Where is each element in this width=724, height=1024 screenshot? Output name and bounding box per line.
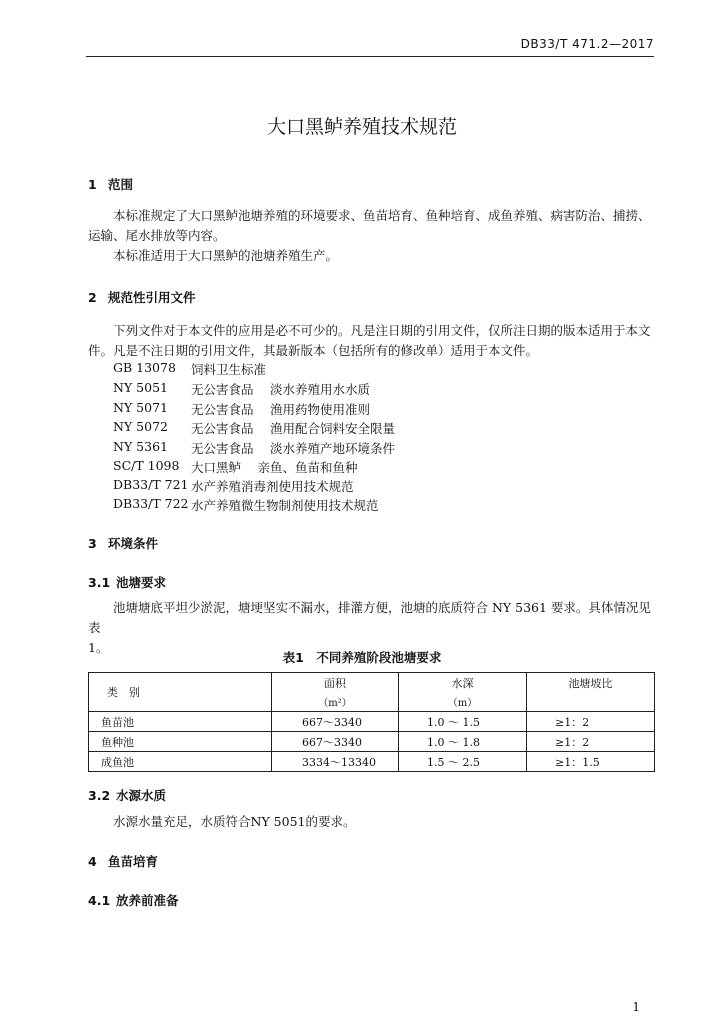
reference-item (113, 439, 513, 459)
cell-area: 667～3340 (272, 732, 399, 752)
reference-item (113, 458, 513, 478)
text-line: 下列文件对于本文件的应用是必不可少的。凡是注日期的引用文件，仅所注日期的版本适用于本文 (113, 323, 651, 338)
reference-title: 无公害食品 淡水养殖用水水质 (191, 382, 370, 397)
cell-area: 667～3340 (272, 712, 399, 732)
section-2-paragraph (88, 321, 658, 361)
section-3-2-paragraph: 水源水量充足，水质符合NY 5051的要求。 (113, 814, 356, 829)
reference-code: SC/T 1098 (113, 458, 180, 473)
section-1-paragraph-1 (88, 206, 658, 246)
cell-slope: ≥1：2 (527, 732, 655, 752)
reference-code: NY 5072 (113, 419, 168, 434)
reference-title: 无公害食品 渔用配合饲料安全限量 (191, 421, 395, 436)
header-depth-unit: （m） (399, 692, 527, 712)
section-title: 范围 (108, 177, 134, 192)
cell-depth: 1.0 ～ 1.5 (399, 712, 527, 732)
section-2-heading (88, 288, 196, 306)
section-number: 1 (88, 177, 97, 192)
document-number: DB33/T 471.2—2017 (520, 37, 654, 51)
section-4-heading (88, 852, 158, 870)
table-row (89, 712, 655, 732)
section-3-heading (88, 534, 158, 552)
section-title: 放养前准备 (116, 893, 179, 908)
header-depth: 水深 (399, 673, 527, 693)
header-slope: 池塘坡比 (527, 673, 655, 693)
reference-item (113, 360, 513, 380)
text-line: 运输、尾水排放等内容。 (88, 228, 226, 243)
reference-title: 无公害食品 渔用药物使用准则 (191, 402, 370, 417)
text-line: 池塘塘底平坦少淤泥，塘埂坚实不漏水，排灌方便，池塘的底质符合 NY 5361 要求。具体情况见表 (88, 600, 651, 635)
reference-title: 大口黑鲈 亲鱼、鱼苗和鱼种 (191, 460, 358, 475)
header-area-unit: （m²） (272, 692, 399, 712)
table-row (89, 752, 655, 772)
header-category: 类 别 (89, 673, 272, 712)
section-4-1-heading (88, 891, 179, 909)
section-title: 水源水质 (116, 788, 167, 803)
reference-code: NY 5051 (113, 380, 168, 395)
section-number: 2 (88, 290, 97, 305)
reference-title: 水产养殖微生物制剂使用技术规范 (191, 498, 379, 513)
cell-category: 成鱼池 (89, 752, 272, 772)
reference-item (113, 477, 513, 497)
cell-depth: 1.0 ～ 1.8 (399, 732, 527, 752)
section-number: 4.1 (88, 893, 111, 908)
text-line: 本标准规定了大口黑鲈池塘养殖的环境要求、鱼苗培育、鱼种培育、成鱼养殖、病害防治、捕捞、 (113, 208, 651, 223)
reference-item (113, 380, 513, 400)
table-caption: 表1 不同养殖阶段池塘要求 (282, 650, 442, 665)
header-area: 面积 (272, 673, 399, 693)
section-number: 3.2 (88, 788, 111, 803)
reference-item (113, 400, 513, 420)
section-number: 4 (88, 854, 97, 869)
table-header-row (89, 673, 655, 693)
reference-title: 无公害食品 淡水养殖产地环境条件 (191, 441, 395, 456)
header-slope-unit (527, 692, 655, 712)
section-title: 环境条件 (108, 536, 159, 551)
reference-item (113, 496, 513, 516)
reference-title: 水产养殖消毒剂使用技术规范 (191, 479, 354, 494)
reference-code: DB33/T 722 (113, 496, 189, 511)
cell-slope: ≥1：2 (527, 712, 655, 732)
section-1-paragraph-2: 本标准适用于大口黑鲈的池塘养殖生产。 (113, 248, 339, 263)
section-title: 池塘要求 (116, 575, 167, 590)
reference-title: 饲料卫生标准 (191, 362, 267, 377)
page-title: 大口黑鲈养殖技术规范 (266, 116, 457, 138)
reference-code: NY 5361 (113, 439, 168, 454)
cell-depth: 1.5 ～ 2.5 (399, 752, 527, 772)
cell-area: 3334～13340 (272, 752, 399, 772)
text-line: 1。 (88, 640, 109, 655)
section-title: 鱼苗培育 (108, 854, 159, 869)
section-3-2-heading (88, 786, 166, 804)
section-title: 规范性引用文件 (108, 290, 196, 305)
text-line: 件。凡是不注日期的引用文件，其最新版本（包括所有的修改单）适用于本文件。 (88, 343, 539, 358)
pond-requirements-table (88, 672, 655, 772)
table-row (89, 732, 655, 752)
reference-code: NY 5071 (113, 400, 168, 415)
cell-category: 鱼种池 (89, 732, 272, 752)
reference-item (113, 419, 513, 439)
cell-category: 鱼苗池 (89, 712, 272, 732)
section-1-heading (88, 175, 133, 193)
reference-code: DB33/T 721 (113, 477, 189, 492)
header-rule (86, 56, 654, 57)
section-number: 3 (88, 536, 97, 551)
section-number: 3.1 (88, 575, 111, 590)
page-number: 1 (632, 1000, 640, 1014)
cell-slope: ≥1：1.5 (527, 752, 655, 772)
section-3-1-heading (88, 573, 166, 591)
reference-code: GB 13078 (113, 360, 176, 375)
